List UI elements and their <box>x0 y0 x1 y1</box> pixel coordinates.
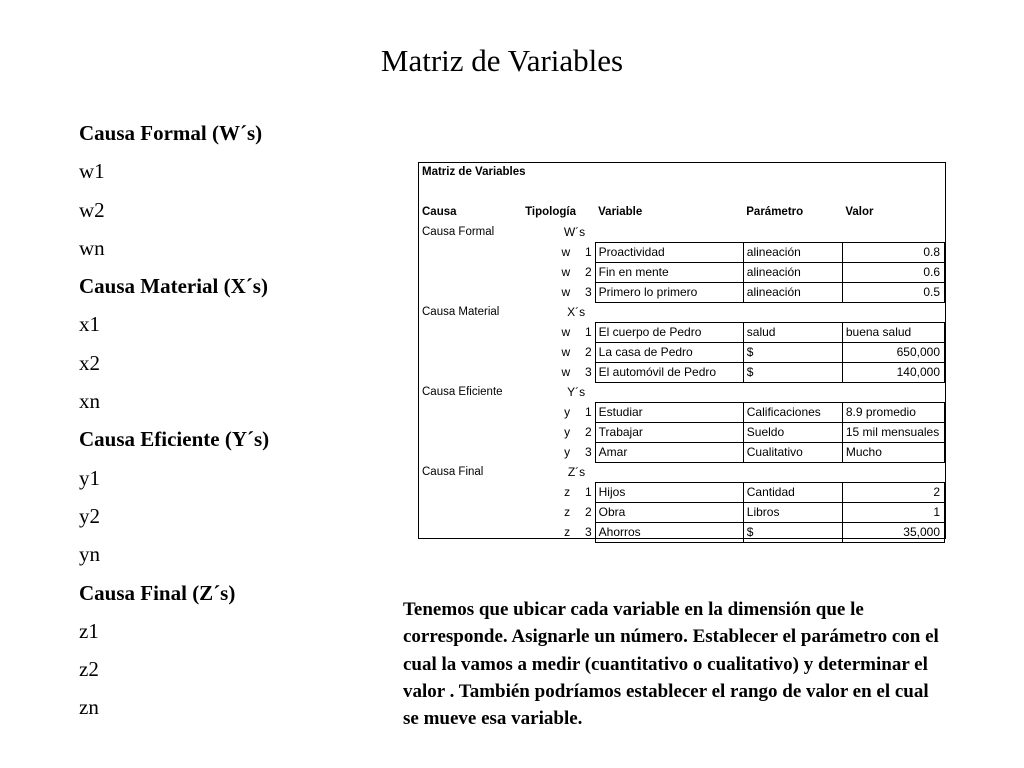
row-parametro: alineación <box>743 263 842 283</box>
row-parametro: Calificaciones <box>743 402 842 422</box>
row-parametro: $ <box>743 522 842 542</box>
row-letter: w <box>561 245 571 260</box>
empty-cell <box>419 263 516 283</box>
outline-item: zn <box>79 695 99 720</box>
row-number: 1 <box>584 245 592 260</box>
row-number: 1 <box>584 404 592 419</box>
row-letter: w <box>561 364 571 379</box>
row-number: 1 <box>584 324 592 339</box>
row-valor: 650,000 <box>842 342 944 362</box>
row-valor: 1 <box>842 502 944 522</box>
outline-item: x1 <box>79 312 100 337</box>
row-variable: Obra <box>595 502 743 522</box>
empty-cell <box>595 462 944 482</box>
row-variable: Fin en mente <box>595 263 743 283</box>
row-variable: El cuerpo de Pedro <box>595 322 743 342</box>
row-letter: z <box>564 524 571 539</box>
header-tipologia: Tipología <box>525 206 576 219</box>
row-letter: w <box>561 344 571 359</box>
empty-cell <box>419 362 516 382</box>
matrix-data-row <box>419 422 945 442</box>
empty-cell <box>419 502 516 522</box>
row-valor: 35,000 <box>842 522 944 542</box>
matrix-data-row <box>419 402 945 422</box>
empty-cell <box>419 402 516 422</box>
outline-item: xn <box>79 389 100 414</box>
row-number: 2 <box>584 344 592 359</box>
row-parametro: Cualitativo <box>743 442 842 462</box>
slide-title: Matriz de Variables <box>380 43 624 78</box>
outline-item: z1 <box>79 618 99 643</box>
row-number: 2 <box>584 265 592 280</box>
empty-cell <box>419 342 516 362</box>
matrix-group-row <box>419 382 945 402</box>
matrix-data-row <box>419 322 945 342</box>
group-causa-label: Causa Eficiente <box>422 385 503 398</box>
row-letter: w <box>561 285 571 300</box>
header-valor: Valor <box>845 206 874 219</box>
row-parametro: $ <box>743 362 842 382</box>
empty-cell <box>419 522 516 542</box>
row-variable: Trabajar <box>595 422 743 442</box>
matrix-data-row <box>419 283 945 303</box>
empty-cell <box>419 482 516 502</box>
row-parametro: alineación <box>743 283 842 303</box>
matrix-caption: Matriz de Variables <box>422 166 526 179</box>
matrix-caption-row <box>419 163 945 183</box>
empty-cell <box>419 322 516 342</box>
outline-item: y2 <box>79 503 100 528</box>
matrix-data-row <box>419 522 945 542</box>
row-letter: w <box>561 324 571 339</box>
row-variable: Estudiar <box>595 402 743 422</box>
matrix-group-row <box>419 303 945 323</box>
row-parametro: Cantidad <box>743 482 842 502</box>
row-valor: 140,000 <box>842 362 944 382</box>
empty-cell <box>419 442 516 462</box>
matrix-spacer-row <box>419 183 945 203</box>
row-variable: Primero lo primero <box>595 283 743 303</box>
row-valor: 0.6 <box>842 263 944 283</box>
row-letter: y <box>564 404 571 419</box>
row-valor: 2 <box>842 482 944 502</box>
explanation-text: Tenemos que ubicar cada variable en la dimensión que le corresponde. Asignarle un número. Establecer el parámetro con el cual la vamos a medir (cuantitativo o cualitativo) y determinar el valor . También podríamos establecer el rango de valor en el cual se mueve esa variable. <box>403 599 939 730</box>
row-valor: 0.8 <box>842 243 944 263</box>
empty-cell <box>595 223 944 243</box>
row-valor: buena salud <box>842 322 944 342</box>
header-variable: Variable <box>598 206 643 219</box>
empty-cell <box>595 382 944 402</box>
matrix-data-row <box>419 442 945 462</box>
matrix-data-row <box>419 482 945 502</box>
outline-item: x2 <box>79 350 100 375</box>
row-letter: z <box>564 484 571 499</box>
outline-item: z2 <box>79 657 99 682</box>
row-valor: 8.9 promedio <box>842 402 944 422</box>
row-variable: Amar <box>595 442 743 462</box>
matrix-data-row <box>419 362 945 382</box>
header-parametro: Parámetro <box>746 206 804 219</box>
empty-cell <box>419 422 516 442</box>
row-variable: Hijos <box>595 482 743 502</box>
matrix-group-row <box>419 462 945 482</box>
row-number: 2 <box>584 424 592 439</box>
matrix-group-row <box>419 223 945 243</box>
empty-cell <box>595 303 944 323</box>
matrix-data-row <box>419 263 945 283</box>
matrix-data-row <box>419 243 945 263</box>
header-causa: Causa <box>422 206 457 219</box>
row-variable: Proactividad <box>595 243 743 263</box>
row-number: 2 <box>584 504 592 519</box>
row-parametro: Sueldo <box>743 422 842 442</box>
row-letter: z <box>564 504 571 519</box>
row-valor: Mucho <box>842 442 944 462</box>
row-valor: 0.5 <box>842 283 944 303</box>
group-causa-label: Causa Formal <box>422 226 495 239</box>
matrix-data-row <box>419 342 945 362</box>
row-parametro: $ <box>743 342 842 362</box>
row-letter: w <box>561 265 571 280</box>
outline-heading: Causa Material (X´s) <box>79 274 268 299</box>
group-tipologia: W´s <box>563 225 586 240</box>
outline-item: y1 <box>79 465 100 490</box>
row-valor: 15 mil mensuales <box>842 422 944 442</box>
row-variable: La casa de Pedro <box>595 342 743 362</box>
matrix-data-row <box>419 502 945 522</box>
row-variable: El automóvil de Pedro <box>595 362 743 382</box>
outline-item: wn <box>79 235 105 260</box>
outline-item: w1 <box>79 159 105 184</box>
group-causa-label: Causa Material <box>422 306 500 318</box>
row-number: 3 <box>584 524 592 539</box>
group-tipologia: Y´s <box>567 384 586 399</box>
row-parametro: alineación <box>743 243 842 263</box>
matrix-header-row <box>419 203 945 223</box>
outline-heading: Causa Formal (W´s) <box>79 121 263 145</box>
variables-matrix-table <box>418 162 946 539</box>
row-number: 3 <box>584 364 592 379</box>
outline-heading: Causa Eficiente (Y´s) <box>79 427 270 452</box>
row-letter: y <box>564 424 571 439</box>
causes-outline <box>79 114 379 727</box>
group-tipologia: X´s <box>567 305 586 319</box>
row-variable: Ahorros <box>595 522 743 542</box>
outline-item: w2 <box>79 197 105 222</box>
group-tipologia: Z´s <box>567 464 586 479</box>
row-number: 3 <box>584 285 592 300</box>
row-letter: y <box>564 444 571 459</box>
outline-item: yn <box>79 542 100 567</box>
group-causa-label: Causa Final <box>422 465 484 478</box>
outline-heading: Causa Final (Z´s) <box>79 580 236 605</box>
row-number: 3 <box>584 444 592 459</box>
empty-cell <box>419 283 516 303</box>
row-parametro: Libros <box>743 502 842 522</box>
empty-cell <box>419 243 516 263</box>
row-parametro: salud <box>743 322 842 342</box>
row-number: 1 <box>584 484 592 499</box>
